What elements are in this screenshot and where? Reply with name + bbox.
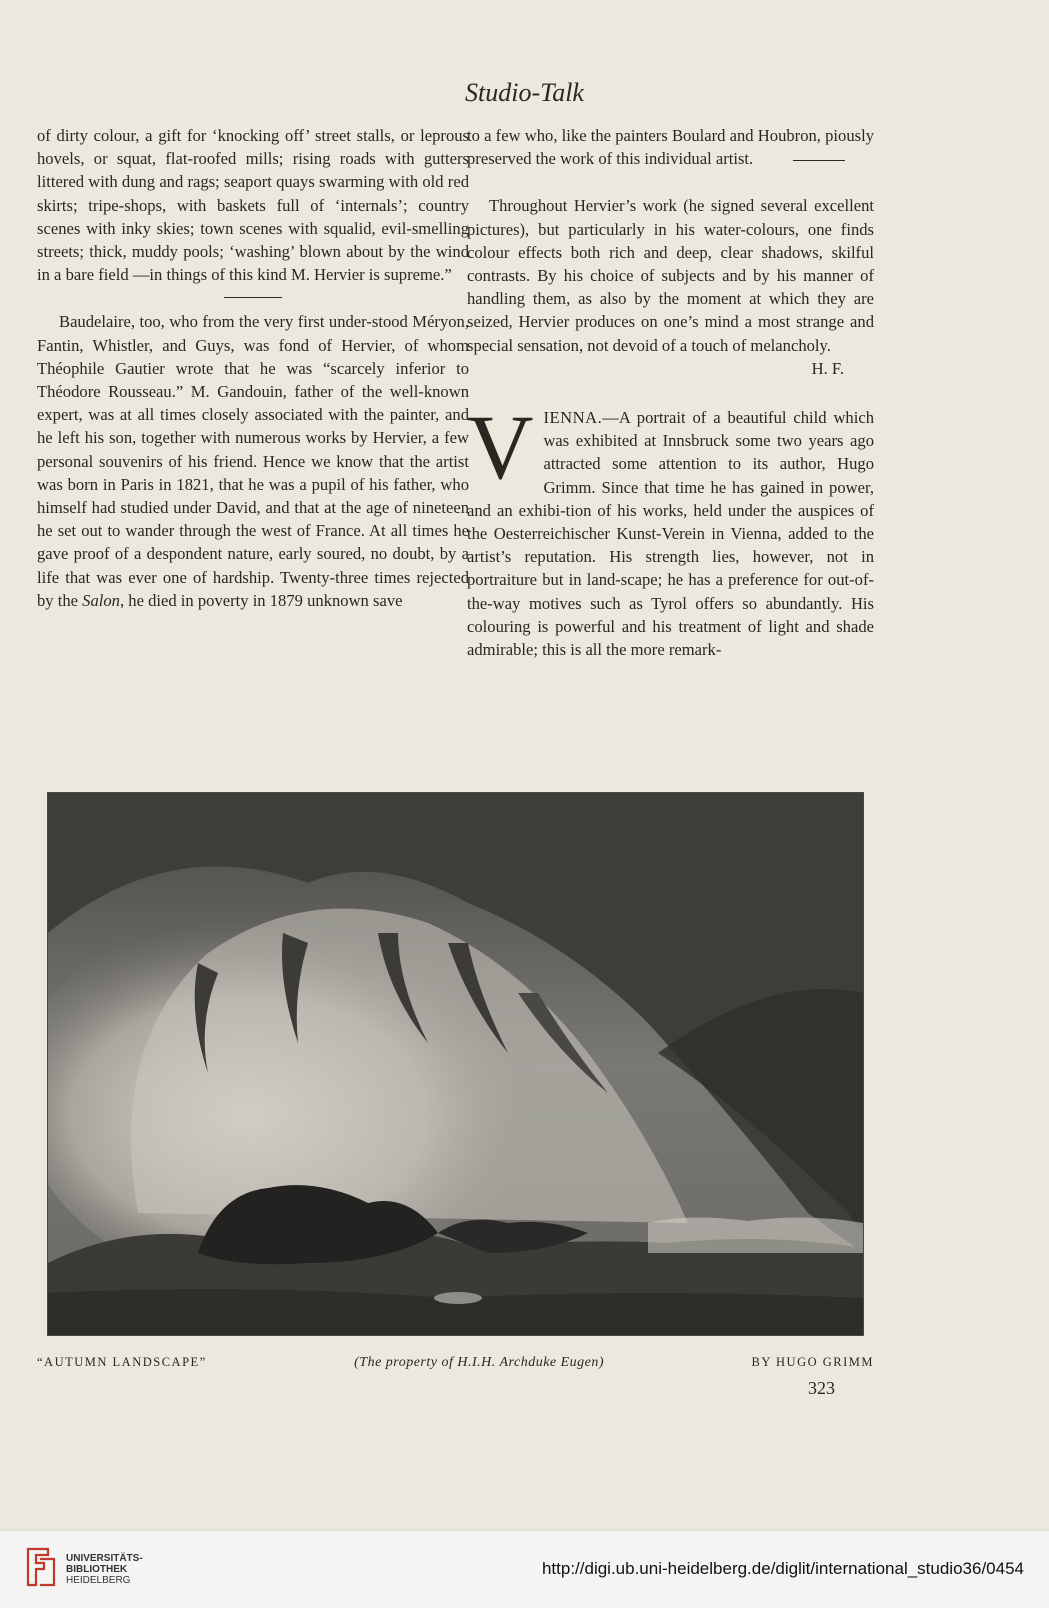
section-divider (224, 297, 282, 298)
caption-title: “AUTUMN LANDSCAPE” (37, 1355, 207, 1369)
right-column (467, 124, 874, 661)
library-footer (0, 1530, 1049, 1608)
caption-artist: BY HUGO GRIMM (751, 1355, 874, 1369)
caption-provenance: (The property of H.I.H. Archduke Eugen) (354, 1355, 605, 1370)
left-paragraph-1: of dirty colour, a gift for ‘knocking off’ street stalls, or leprous hovels, or squat, flat-roofed mills; rising roads with gutters littered with dung and rags; seaport quays swarming with old red skirts; tripe-shops, with baskets full of ‘internals’; country scenes with inky skies; town scenes with squalid, evil-smelling streets; thick, muddy pools; ‘washing’ blown about by the wind in a bare field —in things of this kind M. Hervier is supreme.” (37, 126, 469, 285)
library-logo-icon (24, 1545, 58, 1589)
right-paragraph-2: Throughout Hervier’s work (he signed several excellent pictures), but particularly in his water-colours, one finds colour effects both rich and deep, clear shadows, skilful contrasts. By his choice of subjects and by his manner of handling them, as also by the moment at which they are seized, Hervier produces on one’s mind a most strange and special sensation, not devoid of a touch of melancholy. (467, 196, 874, 355)
right-paragraph-1: to a few who, like the painters Boulard and Houbron, piously preserved the work of this individual artist. (467, 126, 874, 169)
source-url-link[interactable]: http://digi.ub.uni-heidelberg.de/diglit/international_studio36/0454 (541, 1559, 1024, 1578)
vienna-paragraph: IENNA.—A portrait of a beautiful child which was exhibited at Innsbruck some two years ago attracted some attention to its author, Hugo Grimm. Since that time he has gained in power, and an exhibi-tion of his works, held under the auspices of the Oesterreichischer Kunst-Verein in Vienna, added to the artist’s reputation. His strength lies, however, not in portraiture but in land-scape; he has a preference for out-of-the-way motives such as Tyrol offers so abundantly. His colouring is powerful and his treatment of light and shade admirable; this is all the more remark- (467, 408, 874, 660)
drop-cap: V (467, 396, 534, 499)
running-title: Studio-Talk (465, 78, 584, 107)
autumn-landscape-illustration (48, 793, 863, 1335)
library-name: UNIVERSITÄTS- BIBLIOTHEK HEIDELBERG (66, 1553, 143, 1586)
landscape-plate-image (47, 792, 864, 1336)
vienna-section (467, 396, 874, 661)
left-column (37, 124, 469, 612)
section-divider (793, 160, 845, 161)
page-number: 323 (808, 1378, 835, 1398)
left-paragraph-2: Baudelaire, too, who from the very first under-stood Méryon, Fantin, Whistler, and Guys, was fond of Hervier, of whom Théophile Gautier wrote that he was “scarcely inferior to Théodore Rousseau.” M. Gandouin, father of the well-known expert, was at all times closely associated with the painter, and he left his son, together with numerous works by Hervier, a few personal souvenirs of his friend. Hence we know that the artist was born in Paris in 1821, that he was a pupil of his father, who himself had studied under David, and that at the age of nineteen he set out to wander through the west of France. At all times he gave proof of a despondent nature, early soured, no doubt, by a life that was ever one of hardship. Twenty-three times rejected by the Salon, he died in poverty in 1879 unknown save (37, 312, 469, 610)
author-signature: H. F. (811, 358, 844, 378)
plate-caption (37, 1355, 874, 1371)
